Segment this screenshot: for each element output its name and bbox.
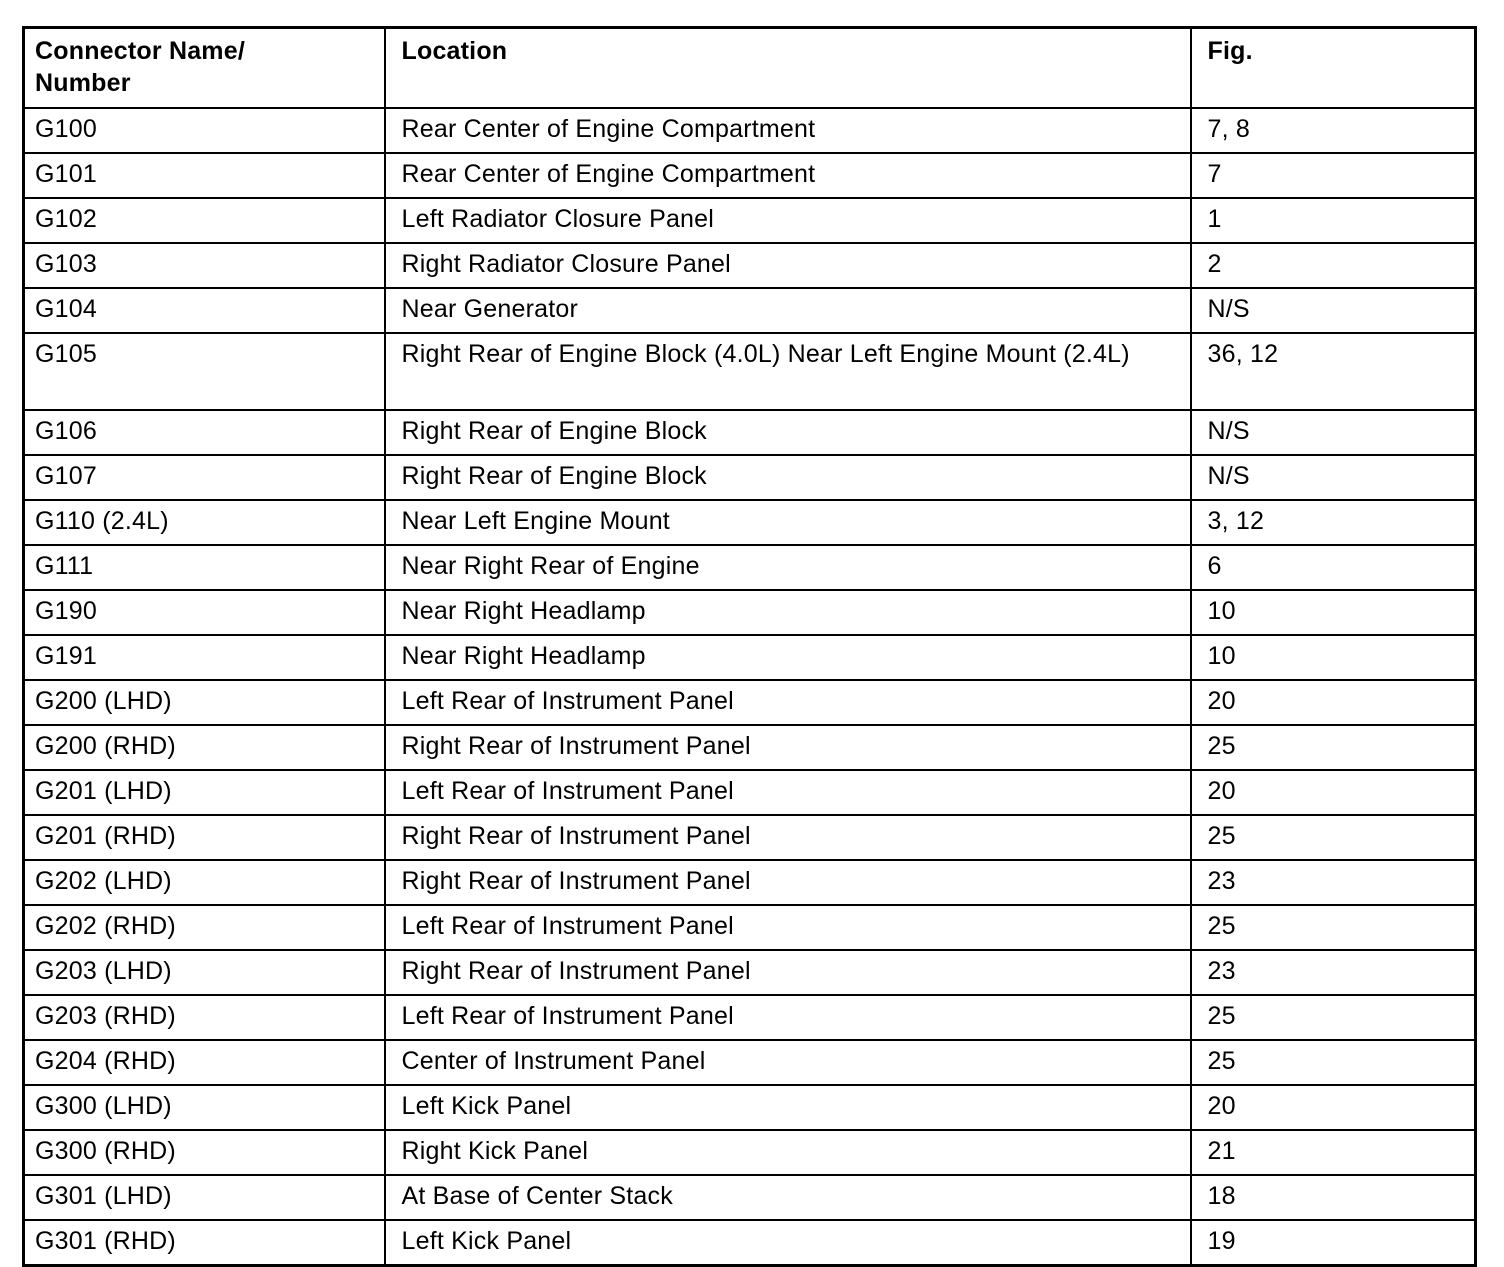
cell-connector: G110 (2.4L) — [24, 500, 385, 545]
table-row — [24, 725, 1476, 770]
table-row — [24, 815, 1476, 860]
cell-location: At Base of Center Stack — [385, 1175, 1191, 1220]
cell-connector: G200 (LHD) — [24, 680, 385, 725]
table-row — [24, 860, 1476, 905]
cell-connector: G201 (LHD) — [24, 770, 385, 815]
cell-location: Right Rear of Engine Block — [385, 455, 1191, 500]
header-connector-name-line1: Connector Name/ — [35, 37, 245, 65]
cell-connector: G301 (RHD) — [24, 1220, 385, 1266]
cell-fig: 25 — [1191, 905, 1476, 950]
cell-fig: 7, 8 — [1191, 108, 1476, 153]
header-location: Location — [385, 28, 1191, 109]
header-connector-name-line2: Number — [35, 69, 131, 97]
table-row — [24, 1130, 1476, 1175]
table-row — [24, 950, 1476, 995]
cell-location: Right Radiator Closure Panel — [385, 243, 1191, 288]
cell-location: Right Rear of Instrument Panel — [385, 815, 1191, 860]
cell-connector: G300 (RHD) — [24, 1130, 385, 1175]
cell-location: Near Right Headlamp — [385, 590, 1191, 635]
table-row — [24, 1220, 1476, 1266]
cell-fig: 25 — [1191, 1040, 1476, 1085]
cell-location: Left Rear of Instrument Panel — [385, 680, 1191, 725]
cell-fig: N/S — [1191, 455, 1476, 500]
cell-connector: G201 (RHD) — [24, 815, 385, 860]
cell-connector: G103 — [24, 243, 385, 288]
cell-location: Near Generator — [385, 288, 1191, 333]
cell-location: Right Kick Panel — [385, 1130, 1191, 1175]
cell-connector: G204 (RHD) — [24, 1040, 385, 1085]
cell-location: Left Rear of Instrument Panel — [385, 995, 1191, 1040]
cell-location: Left Kick Panel — [385, 1085, 1191, 1130]
cell-fig: 2 — [1191, 243, 1476, 288]
cell-location: Left Kick Panel — [385, 1220, 1191, 1266]
cell-location: Near Right Headlamp — [385, 635, 1191, 680]
cell-fig: 10 — [1191, 590, 1476, 635]
table-row — [24, 995, 1476, 1040]
cell-connector: G191 — [24, 635, 385, 680]
table-row — [24, 243, 1476, 288]
cell-fig: 20 — [1191, 1085, 1476, 1130]
cell-fig: N/S — [1191, 288, 1476, 333]
cell-fig: 20 — [1191, 680, 1476, 725]
cell-connector: G301 (LHD) — [24, 1175, 385, 1220]
cell-connector: G101 — [24, 153, 385, 198]
cell-location: Rear Center of Engine Compartment — [385, 153, 1191, 198]
cell-fig: 18 — [1191, 1175, 1476, 1220]
connector-location-table — [22, 26, 1477, 1267]
cell-location: Left Radiator Closure Panel — [385, 198, 1191, 243]
cell-fig: 23 — [1191, 860, 1476, 905]
cell-fig: 23 — [1191, 950, 1476, 995]
cell-location: Left Rear of Instrument Panel — [385, 905, 1191, 950]
cell-connector: G100 — [24, 108, 385, 153]
cell-fig: N/S — [1191, 410, 1476, 455]
cell-connector: G203 (LHD) — [24, 950, 385, 995]
table-row — [24, 198, 1476, 243]
cell-fig: 25 — [1191, 995, 1476, 1040]
cell-location: Right Rear of Instrument Panel — [385, 860, 1191, 905]
cell-fig: 10 — [1191, 635, 1476, 680]
table-header-row — [24, 28, 1476, 109]
cell-fig: 25 — [1191, 725, 1476, 770]
cell-location: Center of Instrument Panel — [385, 1040, 1191, 1085]
table-row — [24, 288, 1476, 333]
cell-location: Right Rear of Engine Block — [385, 410, 1191, 455]
cell-location: Right Rear of Engine Block (4.0L) Near Left Engine Mount (2.4L) — [385, 333, 1191, 410]
cell-connector: G102 — [24, 198, 385, 243]
table-row — [24, 153, 1476, 198]
cell-connector: G300 (LHD) — [24, 1085, 385, 1130]
table-row — [24, 545, 1476, 590]
table-row — [24, 1085, 1476, 1130]
table-row — [24, 905, 1476, 950]
cell-connector: G202 (LHD) — [24, 860, 385, 905]
table-row — [24, 680, 1476, 725]
table-row — [24, 455, 1476, 500]
table-row — [24, 410, 1476, 455]
cell-fig: 6 — [1191, 545, 1476, 590]
cell-connector: G104 — [24, 288, 385, 333]
table-row — [24, 108, 1476, 153]
table-row — [24, 770, 1476, 815]
cell-fig: 7 — [1191, 153, 1476, 198]
table-row — [24, 1040, 1476, 1085]
cell-connector: G106 — [24, 410, 385, 455]
table-row — [24, 333, 1476, 410]
table-row — [24, 590, 1476, 635]
cell-location: Near Right Rear of Engine — [385, 545, 1191, 590]
cell-connector: G111 — [24, 545, 385, 590]
cell-connector: G202 (RHD) — [24, 905, 385, 950]
cell-fig: 20 — [1191, 770, 1476, 815]
cell-location: Near Left Engine Mount — [385, 500, 1191, 545]
cell-fig: 36, 12 — [1191, 333, 1476, 410]
cell-fig: 25 — [1191, 815, 1476, 860]
cell-location: Rear Center of Engine Compartment — [385, 108, 1191, 153]
cell-fig: 3, 12 — [1191, 500, 1476, 545]
cell-connector: G200 (RHD) — [24, 725, 385, 770]
cell-connector: G190 — [24, 590, 385, 635]
cell-fig: 1 — [1191, 198, 1476, 243]
cell-connector: G105 — [24, 333, 385, 410]
cell-fig: 21 — [1191, 1130, 1476, 1175]
table-row — [24, 500, 1476, 545]
header-fig: Fig. — [1191, 28, 1476, 109]
header-connector-name — [24, 28, 385, 109]
cell-location: Left Rear of Instrument Panel — [385, 770, 1191, 815]
table-row — [24, 635, 1476, 680]
table-body — [24, 108, 1476, 1266]
table-row — [24, 1175, 1476, 1220]
cell-location: Right Rear of Instrument Panel — [385, 950, 1191, 995]
cell-connector: G203 (RHD) — [24, 995, 385, 1040]
cell-fig: 19 — [1191, 1220, 1476, 1266]
cell-connector: G107 — [24, 455, 385, 500]
cell-location: Right Rear of Instrument Panel — [385, 725, 1191, 770]
